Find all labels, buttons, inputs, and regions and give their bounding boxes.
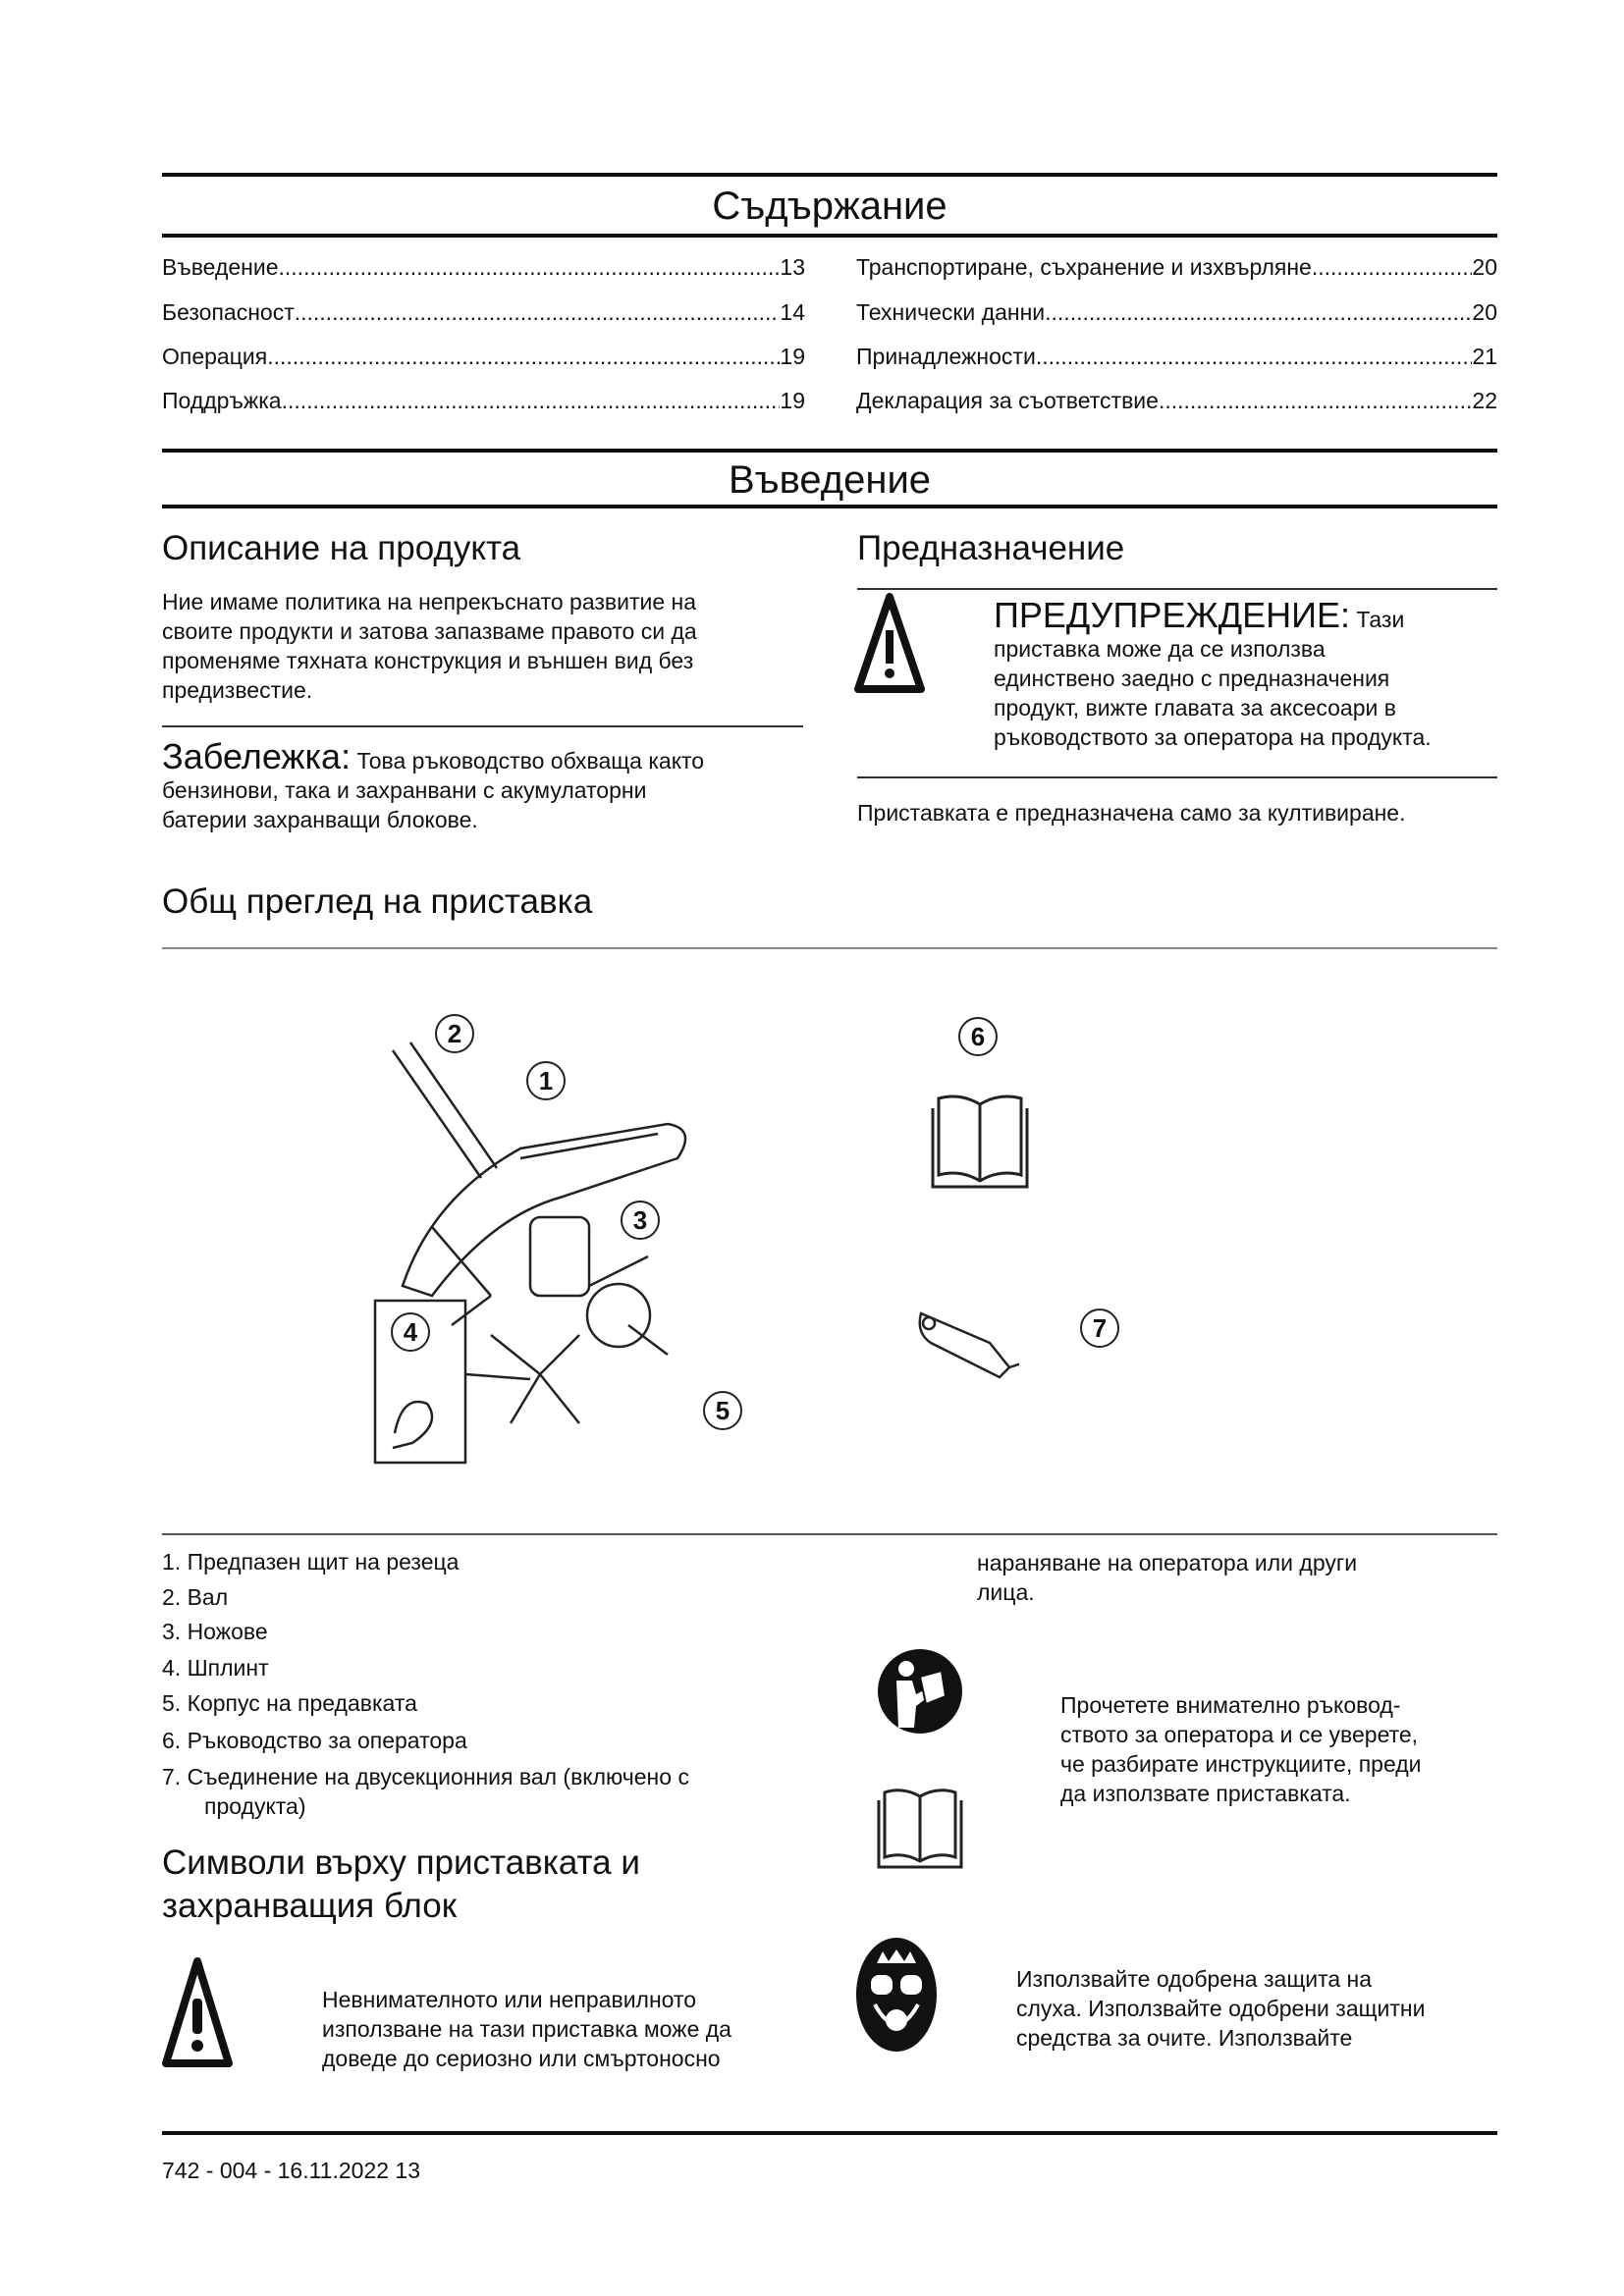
read-manual-icon <box>877 1647 963 1735</box>
note-text: Забележка: Това ръководство обхваща както бензинови, така и захранвани с акумулаторни батерии захранващи блокове. <box>162 736 705 832</box>
list-item: 7. Съединение на двусекционния вал (включено с <box>162 1764 689 1789</box>
divider <box>857 588 1497 590</box>
symbol-warning-text: Невнимателното или неправилното използване на тази приставка може да доведе до сериозно или смъртоносно <box>322 1987 731 2071</box>
divider <box>162 173 1497 177</box>
divider <box>162 947 1497 949</box>
toc-page: 19 <box>780 388 805 413</box>
toc-entry[interactable] <box>162 387 805 414</box>
divider <box>162 725 803 727</box>
list-item: 1. Предпазен щит на резеца <box>162 1549 460 1575</box>
list-item: 2. Вал <box>162 1584 229 1610</box>
hearing-eye-protection-icon <box>855 1934 938 2056</box>
toc-label: Операция <box>162 344 268 369</box>
toc-entry[interactable] <box>162 253 805 281</box>
toc-page: 19 <box>780 344 805 369</box>
warning-label: ПРЕДУПРЕЖДЕНИЕ: <box>994 595 1350 635</box>
toc-label: Принадлежности <box>856 344 1036 369</box>
book-icon <box>931 1085 1029 1193</box>
callout-3: 3 <box>621 1201 660 1240</box>
divider <box>162 2131 1497 2135</box>
toc-label: Технически данни <box>856 299 1046 325</box>
symbol-warning-continued-text: нараняване на оператора или други лица. <box>977 1550 1358 1605</box>
shaft-coupling-icon <box>911 1294 1019 1382</box>
toc-title: Съдържание <box>712 185 947 228</box>
warning-triangle-icon <box>162 1955 233 2071</box>
callout-4: 4 <box>391 1312 430 1352</box>
list-item: 5. Корпус на предавката <box>162 1690 417 1716</box>
toc-entry[interactable] <box>856 387 1497 414</box>
toc-page: 20 <box>1472 299 1497 325</box>
toc-page: 13 <box>780 254 805 280</box>
toc-page: 21 <box>1472 344 1497 369</box>
list-item: 6. Ръководство за оператора <box>162 1728 467 1753</box>
toc-entry[interactable] <box>162 298 805 326</box>
intended-use-heading: Предназначение <box>857 529 1125 567</box>
callout-2: 2 <box>435 1014 474 1053</box>
protection-text: Използвайте одобрена защита на слуха. Използвайте одобрени защитни средства за очите. Използвайте <box>1016 1966 1426 2051</box>
divider <box>162 505 1497 508</box>
callout-5: 5 <box>703 1391 742 1430</box>
toc-label: Транспортиране, съхранение и изхвърляне <box>856 254 1312 280</box>
list-item: 3. Ножове <box>162 1619 268 1644</box>
product-description-heading: Описание на продукта <box>162 529 521 567</box>
product-description-text: Ние имаме политика на непрекъснато развитие на своите продукти и затова запазваме правото си да променяме тяхната конструкция и външен вид без предизвестие. <box>162 589 697 703</box>
callout-7: 7 <box>1080 1308 1119 1348</box>
note-label: Забележка: <box>162 736 352 776</box>
divider <box>857 776 1497 778</box>
warning-triangle-icon <box>854 593 925 695</box>
divider <box>162 1533 1497 1535</box>
symbols-heading: Символи върху приставката и захранващия блок <box>162 1843 640 1925</box>
toc-page: 14 <box>780 299 805 325</box>
overview-heading: Общ преглед на приставка <box>162 882 593 921</box>
toc-entry[interactable] <box>856 298 1497 326</box>
list-item: 4. Шплинт <box>162 1655 269 1681</box>
footer-text: 742 - 004 - 16.11.2022 13 <box>162 2158 421 2183</box>
toc-entry[interactable] <box>856 253 1497 281</box>
toc-label: Поддръжка <box>162 388 282 413</box>
toc-entry[interactable] <box>162 343 805 370</box>
read-manual-text: Прочетете внимателно ръковод- ството за оператора и се уверете, че разбирате инструкциите, преди да използвате приставката. <box>1060 1692 1422 1806</box>
section-title: Въведение <box>728 458 932 502</box>
book-icon <box>877 1781 963 1871</box>
toc-entry[interactable] <box>856 343 1497 370</box>
callout-1: 1 <box>526 1061 566 1100</box>
toc-page: 20 <box>1472 254 1497 280</box>
divider <box>162 449 1497 453</box>
toc-page: 22 <box>1472 388 1497 413</box>
intended-use-text: Приставката е предназначена само за култивиране. <box>857 800 1406 826</box>
toc-label: Въведение <box>162 254 279 280</box>
toc-label: Декларация за съответствие <box>856 388 1159 413</box>
divider <box>162 234 1497 238</box>
list-item: продукта) <box>204 1793 306 1819</box>
warning-text: ПРЕДУПРЕЖДЕНИЕ: Тази приставка може да се използва единствено заедно с предназначения продукт, вижте главата за аксесоари в ръководството за оператора на продукта. <box>994 595 1432 750</box>
toc-label: Безопасност <box>162 299 295 325</box>
callout-6: 6 <box>958 1017 998 1056</box>
